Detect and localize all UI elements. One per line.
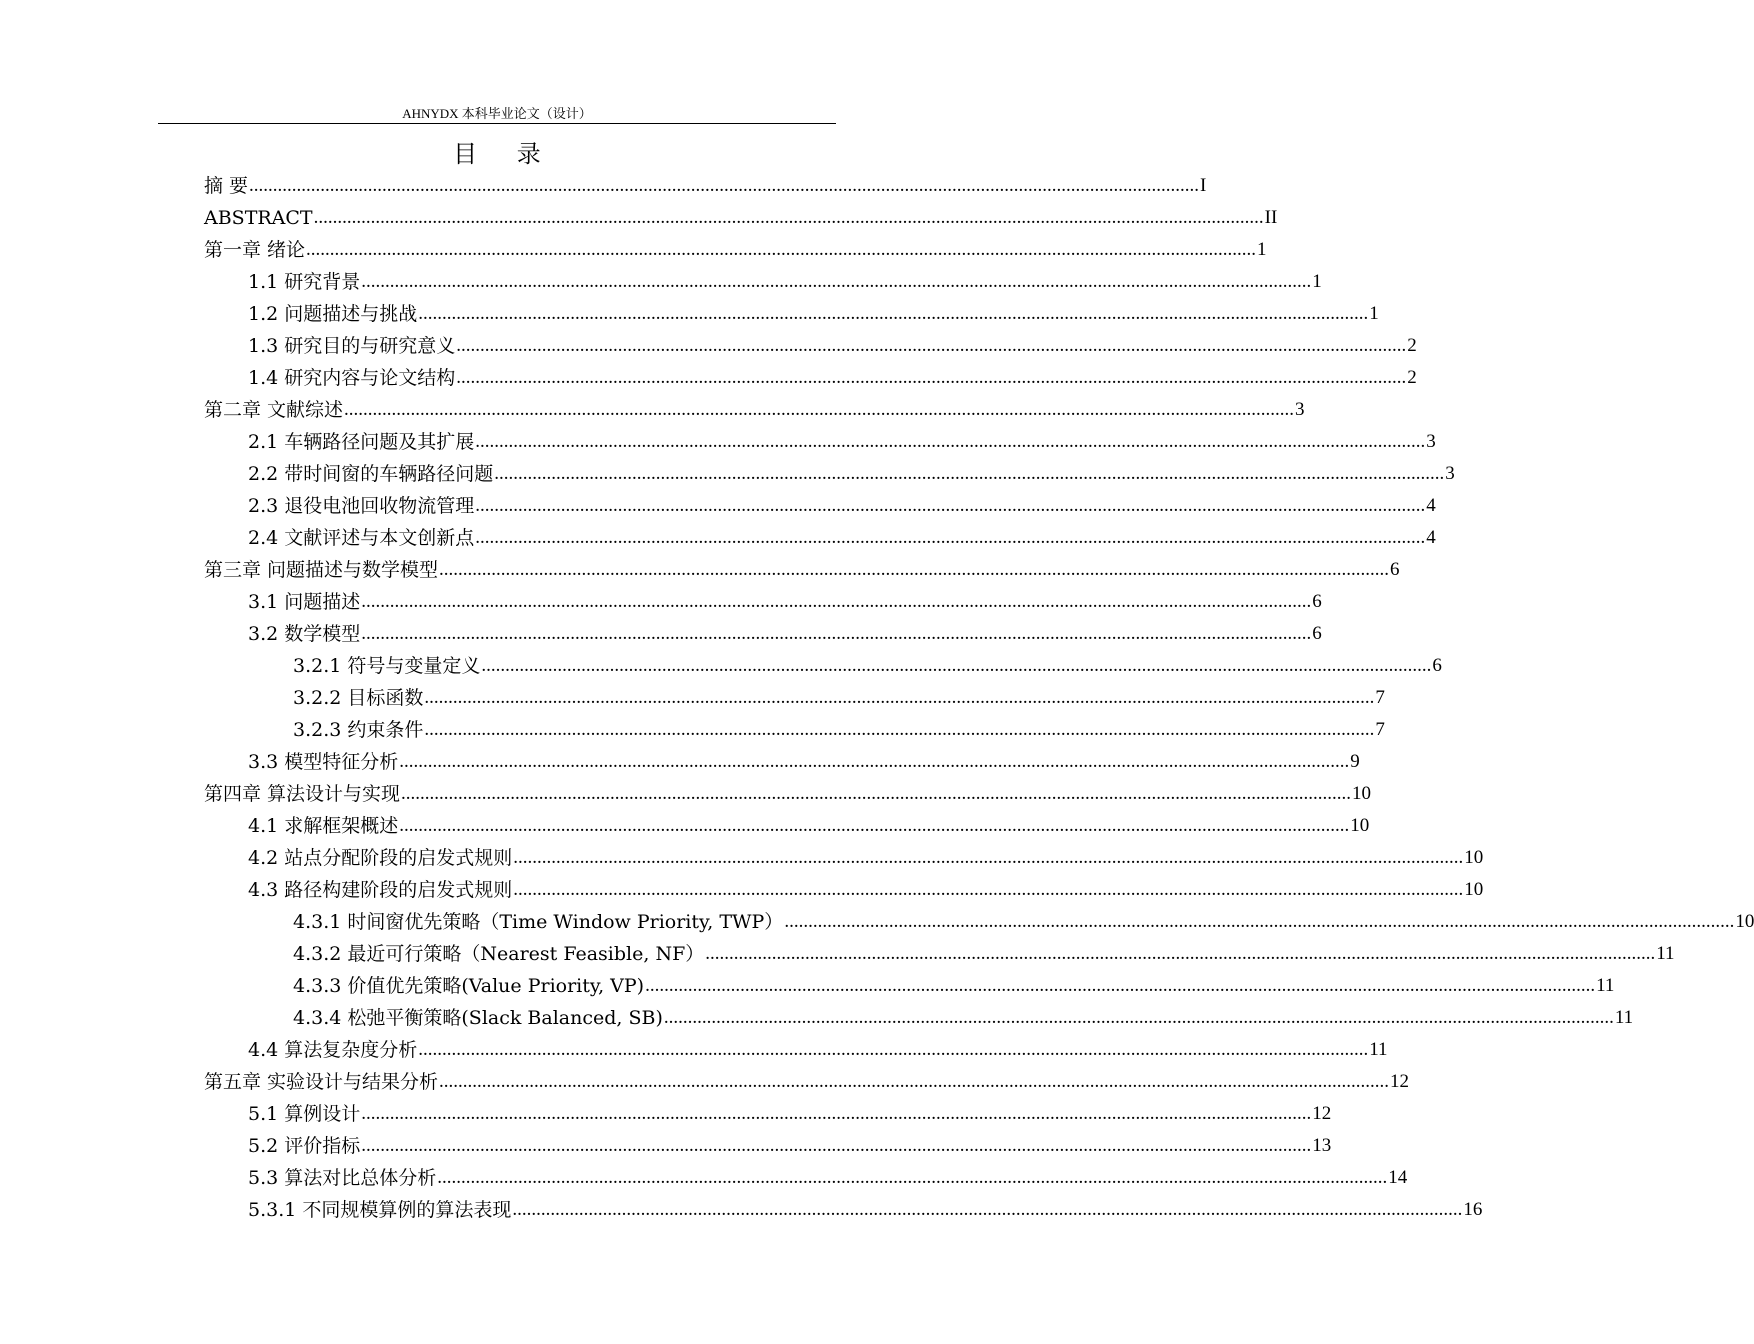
toc-entry-label: 第四章 算法设计与实现 [204, 783, 401, 805]
toc-page-number: 3 [1295, 399, 1305, 420]
toc-entry-label: 1.4 研究内容与论文结构 [248, 367, 456, 389]
toc-entry[interactable] [204, 170, 1207, 202]
toc-entry[interactable] [248, 266, 1322, 298]
toc-page-number: 4 [1426, 495, 1436, 516]
toc-entry-label: 2.3 退役电池回收物流管理 [248, 495, 475, 517]
toc-page-number: II [1264, 207, 1278, 228]
toc-page-number: 7 [1375, 719, 1385, 740]
toc-page-number: 11 [1656, 943, 1675, 964]
toc-leader-dots: ........................................................................................................................................................................................................ [475, 431, 1426, 452]
toc-leader-dots: ........................................................................................................................................................................................................ [475, 495, 1426, 516]
toc-leader-dots: ........................................................................................................................................................................................................ [705, 943, 1656, 964]
toc-page-number: 1 [1257, 239, 1267, 260]
toc-page-number: 11 [1369, 1039, 1388, 1060]
toc-entry-label: 4.3.4 松弛平衡策略(Slack Balanced, SB) [293, 1007, 663, 1029]
toc-entry[interactable] [204, 202, 1278, 234]
toc-entry[interactable] [293, 1002, 1634, 1034]
toc-page-number: 10 [1352, 783, 1372, 804]
toc-leader-dots: ........................................................................................................................................................................................................ [306, 239, 1257, 260]
toc-entry[interactable] [248, 522, 1436, 554]
toc-entry[interactable] [293, 650, 1442, 682]
toc-entry-label: 5.3.1 不同规模算例的算法表现 [248, 1199, 512, 1221]
toc-leader-dots: ........................................................................................................................................................................................................ [784, 911, 1735, 932]
toc-entry-label: 4.2 站点分配阶段的启发式规则 [248, 847, 513, 869]
toc-entry[interactable] [204, 234, 1267, 266]
toc-entry-label: 4.3.3 价值优先策略(Value Priority, VP) [293, 975, 645, 997]
toc-page-number: 6 [1390, 559, 1400, 580]
toc-entry-label: 4.1 求解框架概述 [248, 815, 399, 837]
toc-leader-dots: ........................................................................................................................................................................................................ [439, 559, 1390, 580]
toc-page-number: 9 [1350, 751, 1360, 772]
toc-leader-dots: ........................................................................................................................................................................................................ [481, 655, 1432, 676]
toc-entry[interactable] [248, 298, 1379, 330]
toc-leader-dots: ........................................................................................................................................................................................................ [418, 1039, 1369, 1060]
toc-entry-label: 4.3.2 最近可行策略（Nearest Feasible, NF） [293, 943, 705, 965]
toc-entry-label: 4.3 路径构建阶段的启发式规则 [248, 879, 513, 901]
toc-entry-label: 2.1 车辆路径问题及其扩展 [248, 431, 475, 453]
toc-page-number: I [1200, 175, 1207, 196]
toc-leader-dots: ........................................................................................................................................................................................................ [424, 687, 1375, 708]
toc-page-number: 2 [1407, 367, 1417, 388]
toc-entry-label: 1.1 研究背景 [248, 271, 361, 293]
toc-entry[interactable] [248, 746, 1360, 778]
toc-entry[interactable] [248, 490, 1436, 522]
toc-entry[interactable] [248, 1194, 1483, 1226]
toc-entry[interactable] [248, 458, 1455, 490]
toc-leader-dots: ........................................................................................................................................................................................................ [361, 1103, 1312, 1124]
toc-page-number: 3 [1445, 463, 1455, 484]
toc-page-number: 13 [1312, 1135, 1332, 1156]
toc-entry[interactable] [204, 554, 1400, 586]
toc-entry-label: 3.2.2 目标函数 [293, 687, 424, 709]
toc-entry[interactable] [248, 1162, 1408, 1194]
toc-leader-dots: ........................................................................................................................................................................................................ [475, 527, 1426, 548]
toc-page-number: 6 [1312, 623, 1322, 644]
toc-entry-label: 1.3 研究目的与研究意义 [248, 335, 456, 357]
toc-leader-dots: ........................................................................................................................................................................................................ [399, 751, 1350, 772]
toc-page-number: 7 [1375, 687, 1385, 708]
toc-entry-label: 3.3 模型特征分析 [248, 751, 399, 773]
toc-leader-dots: ........................................................................................................................................................................................................ [663, 1007, 1614, 1028]
toc-entry-label: 2.4 文献评述与本文创新点 [248, 527, 475, 549]
toc-entry-label: 第五章 实验设计与结果分析 [204, 1071, 439, 1093]
toc-entry[interactable] [248, 1098, 1332, 1130]
toc-leader-dots: ........................................................................................................................................................................................................ [456, 367, 1407, 388]
toc-leader-dots: ........................................................................................................................................................................................................ [513, 879, 1464, 900]
toc-entry[interactable] [204, 1066, 1410, 1098]
toc-entry[interactable] [248, 1034, 1388, 1066]
toc-entry[interactable] [293, 938, 1675, 970]
running-header: AHNYDX 本科毕业论文（设计） [402, 106, 592, 121]
toc-page-number: 1 [1312, 271, 1322, 292]
toc-leader-dots: ........................................................................................................................................................................................................ [344, 399, 1295, 420]
toc-leader-dots: ........................................................................................................................................................................................................ [456, 335, 1407, 356]
toc-page-number: 11 [1596, 975, 1615, 996]
toc-entry[interactable] [248, 426, 1436, 458]
toc-page-number: 14 [1388, 1167, 1408, 1188]
toc-page-number: 12 [1390, 1071, 1410, 1092]
toc-leader-dots: ........................................................................................................................................................................................................ [494, 463, 1445, 484]
toc-entry[interactable] [248, 618, 1322, 650]
toc-entry-label: ABSTRACT [204, 207, 313, 229]
toc-entry[interactable] [248, 586, 1322, 618]
toc-page-number: 1 [1369, 303, 1379, 324]
toc-entry-label: 摘 要 [204, 175, 249, 197]
toc-entry-label: 1.2 问题描述与挑战 [248, 303, 418, 325]
toc-leader-dots: ........................................................................................................................................................................................................ [361, 591, 1312, 612]
toc-page-number: 6 [1432, 655, 1442, 676]
toc-leader-dots: ........................................................................................................................................................................................................ [249, 175, 1200, 196]
toc-entry[interactable] [248, 330, 1417, 362]
toc-page-number: 16 [1463, 1199, 1483, 1220]
toc-entry-label: 4.4 算法复杂度分析 [248, 1039, 418, 1061]
toc-entry[interactable] [248, 874, 1484, 906]
toc-leader-dots: ........................................................................................................................................................................................................ [512, 1199, 1463, 1220]
toc-title: 目 录 [453, 140, 557, 168]
toc-leader-dots: ........................................................................................................................................................................................................ [418, 303, 1369, 324]
toc-entry-label: 4.3.1 时间窗优先策略（Time Window Priority, TWP） [293, 911, 784, 933]
toc-entry[interactable] [248, 810, 1370, 842]
toc-page-number: 11 [1614, 1007, 1634, 1028]
toc-entry[interactable] [248, 1130, 1332, 1162]
toc-entry-label: 3.2.3 约束条件 [293, 719, 424, 741]
toc-page-number: 6 [1312, 591, 1322, 612]
toc-leader-dots: ........................................................................................................................................................................................................ [645, 975, 1596, 996]
toc-page-number: 2 [1407, 335, 1417, 356]
toc-leader-dots: ........................................................................................................................................................................................................ [437, 1167, 1388, 1188]
toc-page-number: 10 [1735, 911, 1754, 932]
toc-entry[interactable] [293, 682, 1385, 714]
toc-entry[interactable] [204, 778, 1372, 810]
toc-entry[interactable] [293, 970, 1615, 1002]
toc-entry-label: 5.3 算法对比总体分析 [248, 1167, 437, 1189]
toc-leader-dots: ........................................................................................................................................................................................................ [313, 207, 1264, 228]
toc-entry[interactable] [248, 362, 1417, 394]
toc-entry-label: 第三章 问题描述与数学模型 [204, 559, 439, 581]
toc-page-number: 3 [1426, 431, 1436, 452]
toc-entry-label: 第二章 文献综述 [204, 399, 344, 421]
toc-entry[interactable] [293, 906, 1754, 938]
toc-leader-dots: ........................................................................................................................................................................................................ [361, 623, 1312, 644]
toc-entry-label: 3.1 问题描述 [248, 591, 361, 613]
toc-entry-label: 5.1 算例设计 [248, 1103, 361, 1125]
toc-page-number: 4 [1426, 527, 1436, 548]
toc-entry-label: 3.2 数学模型 [248, 623, 361, 645]
toc-page-number: 10 [1350, 815, 1370, 836]
toc-entry-label: 3.2.1 符号与变量定义 [293, 655, 481, 677]
toc-leader-dots: ........................................................................................................................................................................................................ [439, 1071, 1390, 1092]
header-rule [158, 123, 836, 124]
toc-entry-label: 第一章 绪论 [204, 239, 306, 261]
toc-page-number: 10 [1464, 847, 1484, 868]
toc-entry-label: 2.2 带时间窗的车辆路径问题 [248, 463, 494, 485]
toc-leader-dots: ........................................................................................................................................................................................................ [513, 847, 1464, 868]
toc-leader-dots: ........................................................................................................................................................................................................ [399, 815, 1350, 836]
toc-entry[interactable] [204, 394, 1305, 426]
toc-page-number: 12 [1312, 1103, 1332, 1124]
toc-entry-label: 5.2 评价指标 [248, 1135, 361, 1157]
toc-entry[interactable] [248, 842, 1484, 874]
toc-leader-dots: ........................................................................................................................................................................................................ [361, 271, 1312, 292]
toc-leader-dots: ........................................................................................................................................................................................................ [401, 783, 1352, 804]
toc-entry[interactable] [293, 714, 1385, 746]
toc-page-number: 10 [1464, 879, 1484, 900]
toc-leader-dots: ........................................................................................................................................................................................................ [361, 1135, 1312, 1156]
toc-leader-dots: ........................................................................................................................................................................................................ [424, 719, 1375, 740]
